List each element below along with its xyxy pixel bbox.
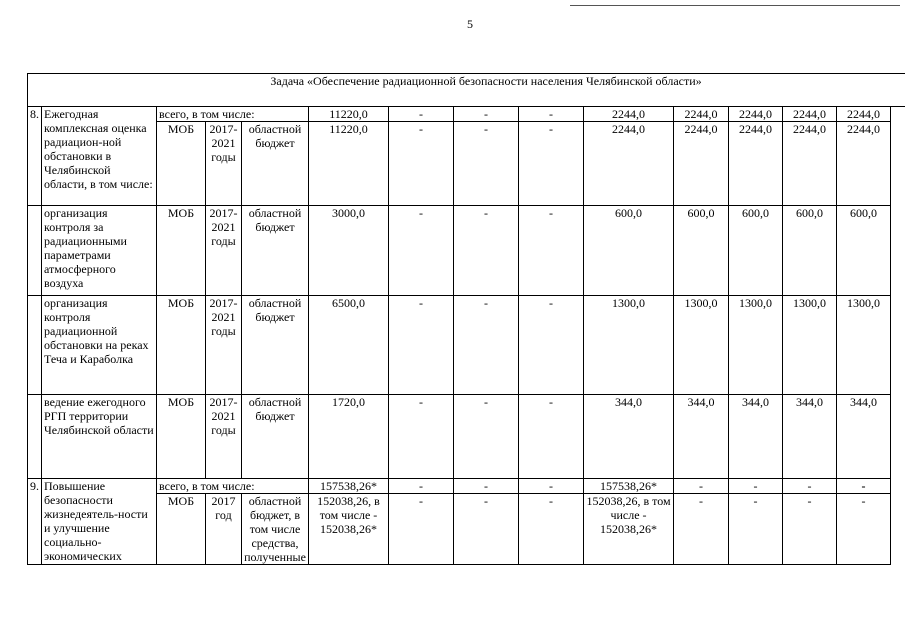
year-value: 600,0	[837, 206, 891, 296]
year-value: 2244,0	[837, 107, 891, 122]
dash-cell: -	[389, 296, 454, 395]
year-value: 152038,26, в том числе - 152038,26*	[584, 494, 674, 565]
dash-cell: -	[389, 122, 454, 206]
measure-name: организация контроля за радиационными параметрами атмосферного воздуха	[42, 206, 157, 296]
year-value: 600,0	[783, 206, 837, 296]
years-cell: 2017-2021 годы	[206, 395, 242, 479]
year-value: 2244,0	[837, 122, 891, 206]
sum-value: 152038,26, в том числе - 152038,26*	[309, 494, 389, 565]
measure-name: организация контроля радиационной обстановки на реках Теча и Караболка	[42, 296, 157, 395]
year-value: 2244,0	[674, 122, 729, 206]
org-cell: МОБ	[157, 395, 206, 479]
measure-name: Повышение безопасности жизнедеятель-ности и улучшение социально-экономических	[42, 479, 157, 565]
org-cell: МОБ	[157, 122, 206, 206]
total-value: 11220,0	[309, 107, 389, 122]
year-value: 157538,26*	[584, 479, 674, 494]
dash-cell: -	[519, 395, 584, 479]
dash-cell: -	[454, 206, 519, 296]
year-value: 1300,0	[584, 296, 674, 395]
measure-name: ведение ежегодного РГП территории Челябинской области	[42, 395, 157, 479]
dash-cell: -	[519, 494, 584, 565]
header-rule	[570, 5, 900, 6]
source-cell: областной бюджет	[242, 122, 309, 206]
dash-cell: -	[519, 479, 584, 494]
dash-cell: -	[519, 206, 584, 296]
dash-cell: -	[454, 479, 519, 494]
dash-cell: -	[674, 494, 729, 565]
dash-cell: -	[389, 206, 454, 296]
years-cell: 2017-2021 годы	[206, 122, 242, 206]
source-cell: областной бюджет	[242, 296, 309, 395]
year-value: 2244,0	[584, 122, 674, 206]
org-cell: МОБ	[157, 494, 206, 565]
years-cell: 2017-2021 годы	[206, 206, 242, 296]
sum-value: 6500,0	[309, 296, 389, 395]
table-row	[28, 494, 905, 565]
measure-name: Ежегодная комплексная оценка радиацион-ной обстановки в Челябинской области, в том числе:	[42, 107, 157, 206]
program-table	[27, 73, 905, 565]
dash-cell: -	[389, 395, 454, 479]
row-number	[28, 395, 42, 479]
dash-cell: -	[519, 107, 584, 122]
table-row	[28, 206, 905, 296]
org-cell: МОБ	[157, 206, 206, 296]
year-value: 344,0	[783, 395, 837, 479]
table-row	[28, 395, 905, 479]
dash-cell: -	[837, 479, 891, 494]
total-label: всего, в том числе:	[157, 479, 309, 494]
sum-value: 3000,0	[309, 206, 389, 296]
dash-cell: -	[389, 107, 454, 122]
page-number: 5	[467, 17, 473, 31]
dash-cell: -	[783, 494, 837, 565]
sum-value: 1720,0	[309, 395, 389, 479]
row-number	[28, 296, 42, 395]
table-row	[28, 479, 905, 494]
row-number: 8.	[28, 107, 42, 206]
table-row	[28, 122, 905, 206]
year-value: 344,0	[729, 395, 783, 479]
year-value: 1300,0	[783, 296, 837, 395]
year-value: 600,0	[729, 206, 783, 296]
year-value: 344,0	[837, 395, 891, 479]
year-value: 2244,0	[584, 107, 674, 122]
source-cell: областной бюджет	[242, 206, 309, 296]
dash-cell: -	[837, 494, 891, 565]
year-value: 1300,0	[837, 296, 891, 395]
row-number: 9.	[28, 479, 42, 565]
dash-cell: -	[389, 479, 454, 494]
total-value: 157538,26*	[309, 479, 389, 494]
year-value: 2244,0	[674, 107, 729, 122]
dash-cell: -	[519, 296, 584, 395]
source-cell: областной бюджет, в том числе средства, полученные	[242, 494, 309, 565]
year-value: 1300,0	[674, 296, 729, 395]
source-cell: областной бюджет	[242, 395, 309, 479]
dash-cell: -	[389, 494, 454, 565]
org-cell: МОБ	[157, 296, 206, 395]
year-value: 2244,0	[783, 107, 837, 122]
year-value: 1300,0	[729, 296, 783, 395]
year-value: 600,0	[584, 206, 674, 296]
dash-cell: -	[729, 494, 783, 565]
dash-cell: -	[783, 479, 837, 494]
dash-cell: -	[454, 107, 519, 122]
year-value: 600,0	[674, 206, 729, 296]
dash-cell: -	[454, 494, 519, 565]
years-cell: 2017 год	[206, 494, 242, 565]
dash-cell: -	[454, 395, 519, 479]
year-value: 344,0	[674, 395, 729, 479]
row-number	[28, 206, 42, 296]
table-row	[28, 296, 905, 395]
year-value: 2244,0	[729, 107, 783, 122]
task-title-row	[28, 74, 905, 107]
table-row	[28, 107, 905, 122]
dash-cell: -	[454, 296, 519, 395]
dash-cell: -	[729, 479, 783, 494]
year-value: 2244,0	[729, 122, 783, 206]
dash-cell: -	[519, 122, 584, 206]
dash-cell: -	[454, 122, 519, 206]
year-value: 2244,0	[783, 122, 837, 206]
total-label: всего, в том числе:	[157, 107, 309, 122]
task-title: Задача «Обеспечение радиационной безопасности населения Челябинской области»	[28, 74, 905, 107]
dash-cell: -	[674, 479, 729, 494]
years-cell: 2017-2021 годы	[206, 296, 242, 395]
sum-value: 11220,0	[309, 122, 389, 206]
year-value: 344,0	[584, 395, 674, 479]
